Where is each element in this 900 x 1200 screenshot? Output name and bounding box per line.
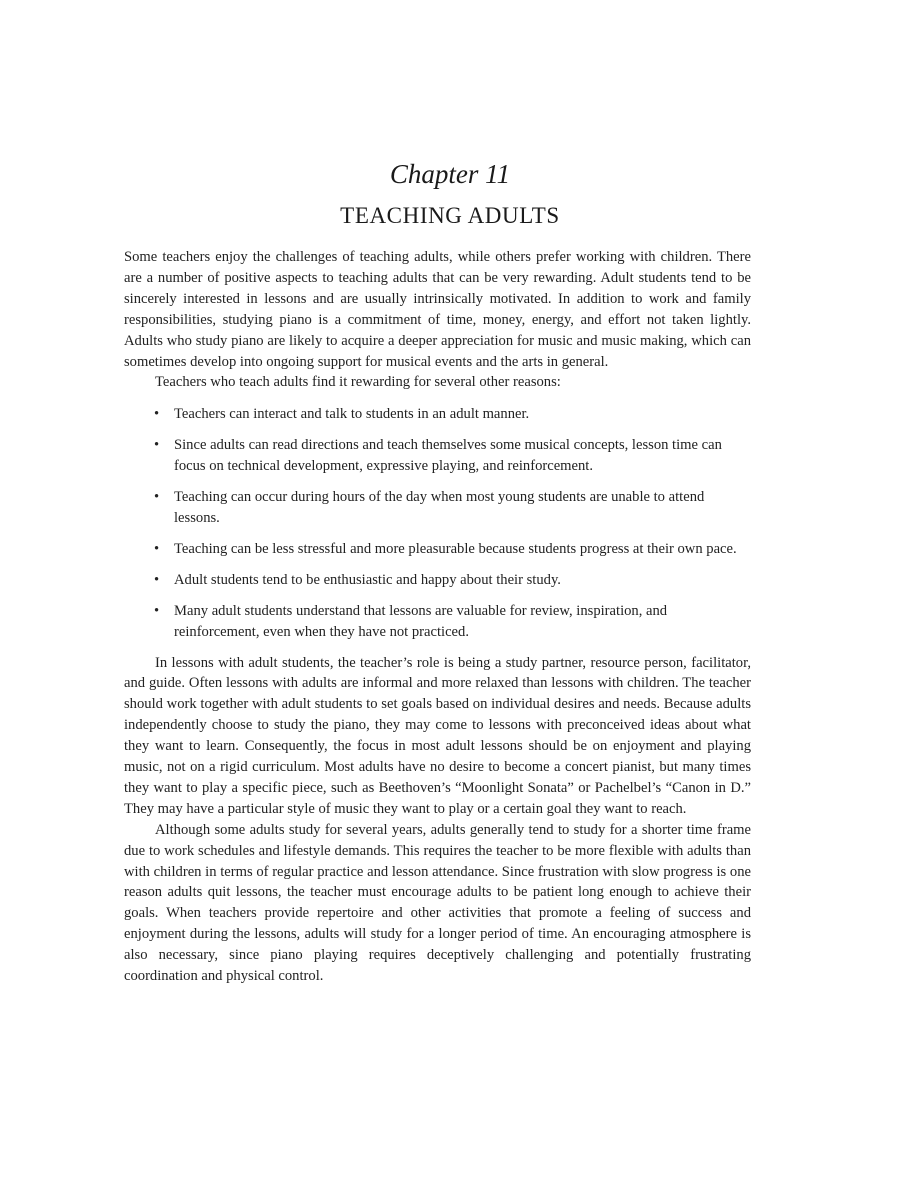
bullet-icon: • bbox=[154, 406, 160, 423]
list-item bbox=[124, 404, 751, 425]
list-item-text: Teaching can be less stressful and more pleasurable because students progress at their own pace. bbox=[174, 540, 737, 557]
reasons-list bbox=[124, 404, 751, 642]
list-item-text: Teaching can occur during hours of the day when most young students are unable to attend lessons. bbox=[174, 489, 705, 526]
list-item-text: Teachers can interact and talk to students in an adult manner. bbox=[174, 406, 530, 423]
list-item-text: Many adult students understand that lessons are valuable for review, inspiration, and reinforcement, even when they have not practiced. bbox=[174, 602, 668, 640]
list-item bbox=[124, 539, 751, 560]
bullet-icon: • bbox=[154, 571, 160, 588]
list-item-text: Adult students tend to be enthusiastic and happy about their study. bbox=[174, 571, 561, 588]
list-item-text: Since adults can read directions and teach themselves some musical concepts, lesson time can focus on technical development, expressive playing, and reinforcement. bbox=[174, 437, 722, 475]
roles-paragraph: In lessons with adult students, the teacher’s role is being a study partner, resource person, facilitator, and guide. Often lessons with adults are informal and more relaxed than lessons with children. The teacher should work together with adult students to set goals based on individual desires and needs. Because adults independently choose to study the piano, they may come to lessons with preconceived ideas about what they want to learn. Consequently, the focus in most adult lessons should be on enjoyment and playing music, not on a rigid curriculum. Most adults have no desire to become a concert pianist, but many times they want to play a specific piece, such as Beethoven’s “Moonlight Sonata” or Pachelbel’s “Canon in D.” They may have a particular style of music they want to play or a certain goal they want to reach. bbox=[124, 654, 751, 817]
chapter-body bbox=[124, 247, 751, 987]
list-item bbox=[124, 570, 751, 591]
bullet-icon: • bbox=[154, 602, 160, 619]
lead-in-paragraph: Teachers who teach adults find it rewarding for several other reasons: bbox=[155, 374, 561, 391]
chapter-title: TEACHING ADULTS bbox=[340, 203, 560, 228]
bullet-icon: • bbox=[154, 489, 160, 506]
list-item bbox=[124, 601, 751, 643]
duration-paragraph: Although some adults study for several years, adults generally tend to study for a shorter time frame due to work schedules and lifestyle demands. This requires the teacher to be more flexible with adults than with children in terms of regular practice and lesson attendance. Since frustration with slow progress is one reason adults quit lessons, the teacher must encourage adults to be patient long enough to achieve their goals. When teachers provide repertoire and other activities that promote a feeling of success and enjoyment during the lessons, adults will study for a longer period of time. An encouraging atmosphere is also necessary, since piano playing requires deceptively challenging and potentially frustrating coordination and physical control. bbox=[124, 821, 751, 985]
bullet-icon: • bbox=[154, 437, 160, 454]
intro-paragraph: Some teachers enjoy the challenges of teaching adults, while others prefer working with children. There are a number of positive aspects to teaching adults that can be very rewarding. Adult students tend to be sincerely interested in lessons and are usually intrinsically motivated. In addition to work and family responsibilities, studying piano is a commitment of time, money, energy, and effort not taken lightly. Adults who study piano are likely to acquire a deeper appreciation for music and music making, which can sometimes develop into ongoing support for musical events and the arts in general. bbox=[124, 249, 751, 370]
chapter-number: Chapter 11 bbox=[389, 159, 511, 189]
bullet-icon: • bbox=[154, 540, 160, 557]
list-item bbox=[124, 435, 751, 477]
list-item bbox=[124, 487, 751, 529]
